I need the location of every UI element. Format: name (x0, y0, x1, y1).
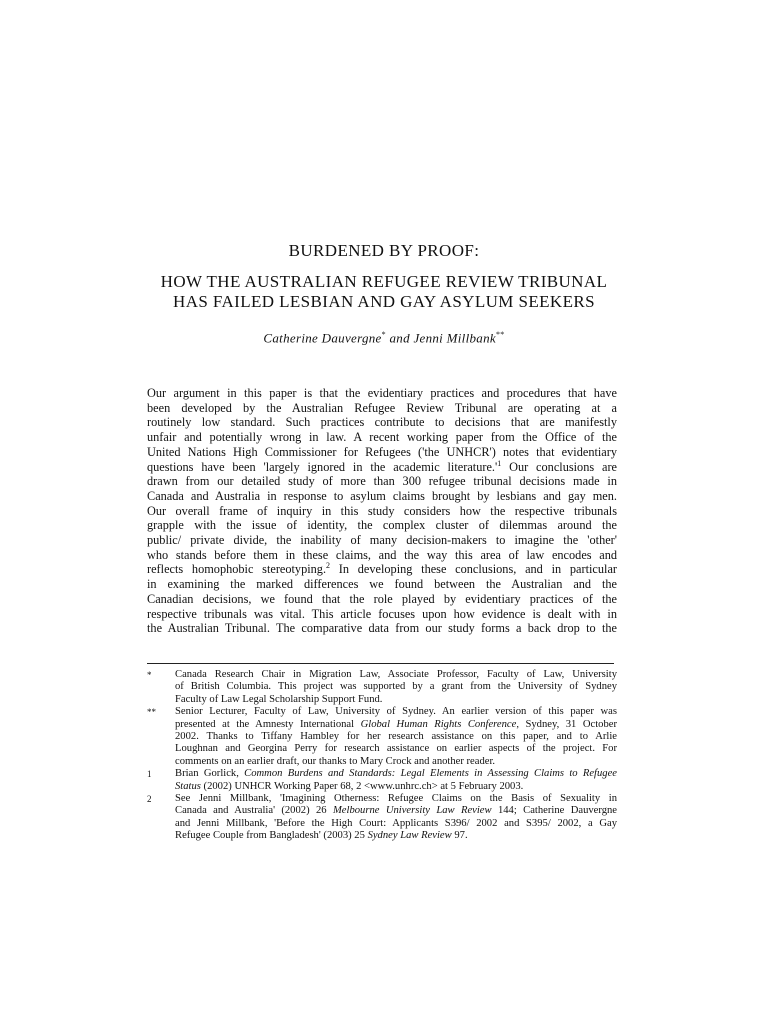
footnote-ref-1: 1 (497, 458, 502, 468)
body-line: been developed by the Australian Refugee Review Tribunal are operating at a (147, 400, 617, 415)
footnote-italic-title: Global Human Rights Conference (360, 718, 517, 730)
footnote-line: 2002. Thanks to Tiffany Hambley for her research assistance on this paper, and to Arlie (175, 731, 617, 743)
body-text: In developing these conclusions, and in particular (330, 562, 617, 577)
body-line: in examining the marked differences we found between the Australian and the (147, 577, 617, 592)
footnote-text (175, 768, 617, 793)
body-line: public/ private divide, the inability of many decision-makers to imagine the 'other' (147, 533, 617, 548)
footnote-line: See Jenni Millbank, 'Imagining Otherness: Refugee Claims on the Basis of Sexuality in (175, 793, 617, 805)
title-line-2 (0, 272, 768, 312)
body-line: drawn from our detailed study of more than 300 refugee tribunal decisions made in (147, 474, 617, 489)
body-line: Canada and Australia in response to asylum claims brought by lesbians and gay men. (147, 488, 617, 503)
footnote-line (175, 719, 617, 731)
footnote-ref-2: 2 (326, 561, 331, 571)
footnote-italic-title: Sydney Law Review (367, 830, 452, 842)
footnote-italic-title: Melbourne University Law Review (332, 805, 492, 817)
title-line-2b: HAS FAILED LESBIAN AND GAY ASYLUM SEEKERS (173, 292, 595, 311)
footnote-line: and Jenni Millbank, 'Before the High Court: Applicants S396/ 2002 and S395/ 2002, a Gay (175, 817, 617, 829)
body-line: Canadian decisions, we found that the role played by evidentiary practices of the (147, 591, 617, 606)
footnote-text-run: Refugee Couple from Bangladesh' (2003) 25 (175, 830, 368, 842)
body-line: who stands before them in these claims, and the way this area of law encodes and (147, 547, 617, 562)
body-paragraph (147, 386, 617, 636)
footnote-mark: ** (147, 707, 156, 718)
body-line: Our argument in this paper is that the evidentiary practices and procedures that have (147, 386, 617, 400)
author-2-mark: ** (495, 330, 505, 339)
footnote-line: Faculty of Law Legal Scholarship Support Fund. (175, 693, 383, 705)
footnote-double-star (147, 706, 617, 768)
footnote-text (175, 669, 617, 706)
footnote-star (147, 669, 617, 706)
footnote-text-run: Canada and Australia' (2002) 26 (175, 805, 333, 817)
footnote-text (175, 793, 617, 843)
author-1-mark: * (381, 330, 386, 339)
footnote-text-run: Brian Gorlick, (175, 768, 245, 780)
footnote-text-run: 144; Catherine Dauvergne (491, 805, 617, 817)
footnote-line: of British Columbia. This project was supported by a grant from the University of Sydney (175, 681, 617, 693)
footnote-2 (147, 793, 617, 843)
body-text: questions have been 'largely ignored in the academic literature.' (147, 459, 498, 474)
footnote-divider (147, 663, 614, 664)
author-join: and (385, 330, 414, 346)
author-line (0, 330, 768, 346)
footnote-text-run: (2002) UNHCR Working Paper 68, 2 <www.unhrc.ch> at 5 February 2003. (200, 780, 524, 792)
footnote-line (175, 768, 617, 780)
title-line-1: BURDENED BY PROOF: (288, 241, 480, 260)
body-line: unfair and potentially wrong in law. A recent working paper from the Office of the (147, 430, 617, 445)
body-text: Our conclusions are (501, 459, 618, 474)
body-line: routinely low standard. Such practices contribute to decisions that are manifestly (147, 415, 617, 430)
footnote-text-run: 97. (451, 830, 468, 842)
footnote-line (175, 805, 617, 817)
footnote-line: Canada Research Chair in Migration Law, Associate Professor, Faculty of Law, University (175, 669, 617, 680)
body-line: grapple with the issue of identity, the complex cluster of dilemmas around the (147, 518, 617, 533)
footnote-italic-title: Common Burdens and Standards: Legal Elements in Assessing Claims to Refugee (244, 768, 618, 780)
footnotes (147, 669, 617, 843)
footnote-mark: * (147, 670, 152, 680)
author-2: Jenni Millbank (413, 330, 496, 346)
footnote-line: comments on an earlier draft, our thanks to Mary Crock and another reader. (175, 755, 496, 767)
body-text: reflects homophobic stereotyping. (147, 562, 327, 577)
footnote-mark: 2 (147, 794, 152, 805)
footnote-text-run: , Sydney, 31 October (516, 718, 617, 730)
footnote-line (175, 781, 617, 793)
footnote-text (175, 706, 617, 768)
title-line-2a: HOW THE AUSTRALIAN REFUGEE REVIEW TRIBUNAL (160, 272, 608, 291)
body-line: United Nations High Commissioner for Refugees ('the UNHCR') notes that evidentiary (147, 444, 617, 459)
author-1: Catherine Dauvergne (263, 330, 382, 346)
footnote-line (175, 830, 617, 842)
footnote-mark: 1 (147, 769, 152, 780)
body-line: respective tribunals was vital. This article focuses upon how evidence is dealt with in (147, 606, 617, 621)
footnote-italic-title: Status (175, 780, 201, 792)
footnote-line: Loughnan and Georgina Perry for research assistance on earlier aspects of the project. For (175, 743, 617, 755)
body-line: the Australian Tribunal. The comparative data from our study forms a back drop to the (147, 621, 617, 636)
footnote-1 (147, 768, 617, 793)
footnote-line: Senior Lecturer, Faculty of Law, University of Sydney. An earlier version of this paper was (175, 706, 617, 718)
body-line (147, 460, 617, 475)
body-line (147, 562, 617, 577)
footnote-text-run: presented at the Amnesty International (175, 718, 361, 730)
body-line: Our overall frame of inquiry in this study considers how the respective tribunals (147, 503, 617, 518)
